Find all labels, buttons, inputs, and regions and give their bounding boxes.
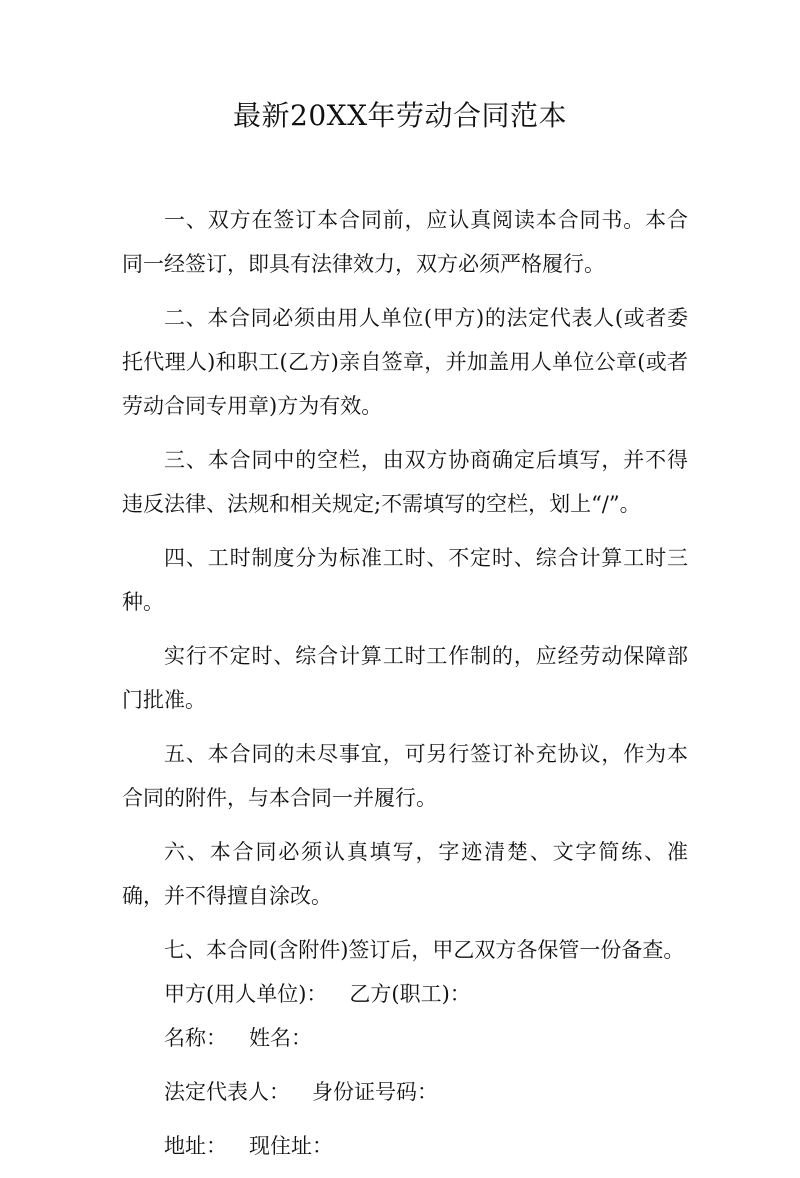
clause-5: 五、本合同的未尽事宜，可另行签订补充协议，作为本合同的附件，与本合同一并履行。 <box>122 742 688 810</box>
clause-7 <box>122 928 688 972</box>
employee-name-label: 姓名： <box>249 1026 312 1050</box>
clause-3: 三、本合同中的空栏，由双方协商确定后填写，并不得违反法律、法规和相关规定;不需填写的空栏，划上“/”。 <box>122 448 688 516</box>
party-line <box>122 972 688 1016</box>
clause-4-note: 实行不定时、综合计算工时工作制的，应经劳动保障部门批准。 <box>122 644 688 712</box>
document-title: 最新20XX年劳动合同范本 <box>233 99 567 132</box>
name-line <box>122 1016 688 1060</box>
clause-2: 二、本合同必须由用人单位(甲方)的法定代表人(或者委托代理人)和职工(乙方)亲自签章，并加盖用人单位公章(或者劳动合同专用章)方为有效。 <box>122 306 688 418</box>
clause-6: 六、本合同必须认真填写，字迹清楚、文字简练、准确，并不得擅自涂改。 <box>122 840 688 908</box>
company-address-label: 地址： <box>164 1134 227 1158</box>
address-line <box>122 1124 688 1168</box>
clause-1: 一、双方在签订本合同前，应认真阅读本合同书。本合同一经签订，即具有法律效力，双方必须严格履行。 <box>122 208 688 276</box>
clause-4: 四、工时制度分为标准工时、不定时、综合计算工时三种。 <box>122 546 688 614</box>
current-address-label: 现住址： <box>249 1134 333 1158</box>
id-number-label: 身份证号码： <box>312 1080 438 1104</box>
representative-line <box>122 1070 688 1114</box>
company-name-label: 名称： <box>164 1026 227 1050</box>
party-a-label: 甲方(用人单位)： <box>164 982 328 1006</box>
document-body <box>122 198 688 1178</box>
clause-7-text: 七、本合同(含附件)签订后，甲乙双方各保管一份备查。 <box>164 938 685 962</box>
party-b-label: 乙方(职工)： <box>349 982 471 1006</box>
legal-representative-label: 法定代表人： <box>164 1080 290 1104</box>
